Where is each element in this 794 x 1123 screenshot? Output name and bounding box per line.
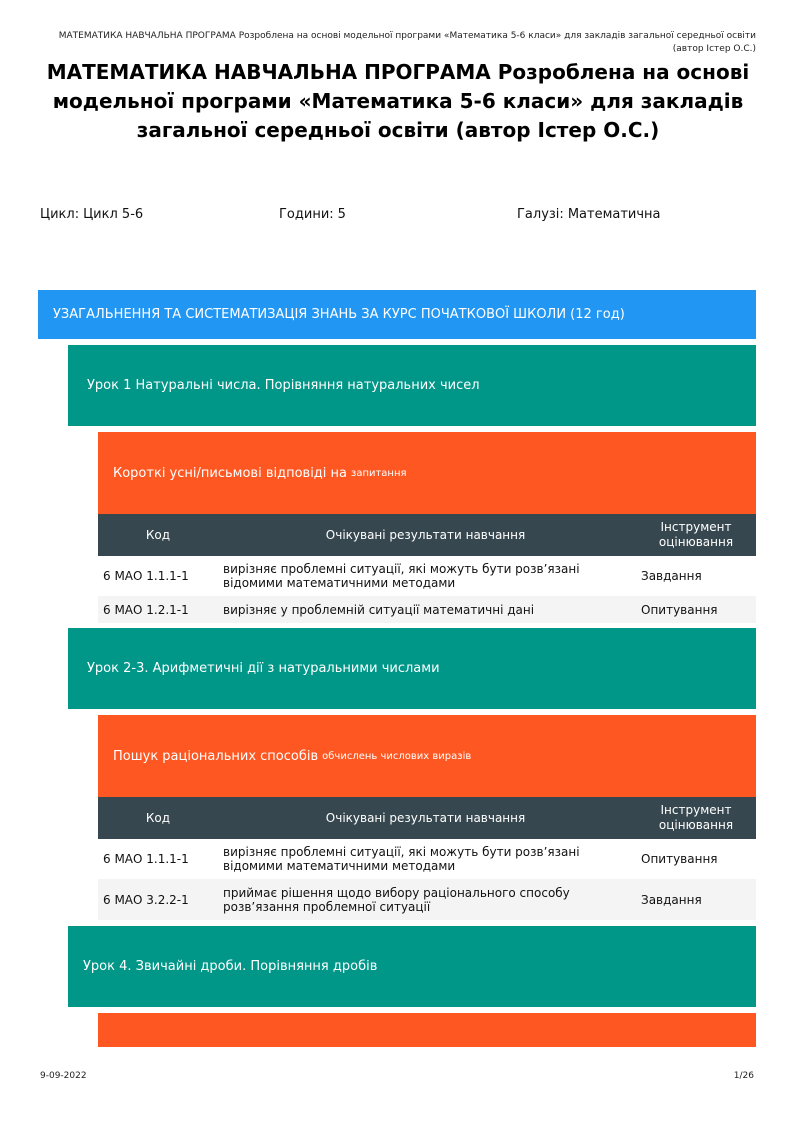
table-row [98,879,756,920]
row-tool: Опитування [641,602,718,617]
table-row [98,556,756,596]
row-result: вирізняє проблемні ситуації, які можуть бути розв’язані відомими математичними методами [223,845,580,873]
meta-field-value: Математична [567,207,661,222]
meta-hours-label: Години: [279,207,334,222]
row-result: вирізняє проблемні ситуації, які можуть бути розв’язані відомими математичними методами [223,562,580,590]
lesson-header: Урок 2-3. Арифметичні дії з натуральними числами [68,628,756,709]
footer-date: 9-09-2022 [40,1071,87,1081]
section-header: УЗАГАЛЬНЕННЯ ТА СИСТЕМАТИЗАЦІЯ ЗНАНЬ ЗА КУРС ПОЧАТКОВОЇ ШКОЛИ (12 год) [38,290,756,339]
activity-header [98,1013,756,1047]
column-header-tool: Інструмент оцінювання [658,520,734,549]
row-code: 6 МАО 1.1.1-1 [103,852,189,866]
lesson-header: Урок 1 Натуральні числа. Порівняння натуральних чисел [68,345,756,426]
row-result: вирізняє у проблемній ситуації математичні дані [223,602,535,617]
row-tool: Завдання [641,569,702,583]
column-header-results: Очікувані результати навчання [325,810,526,825]
row-code: 6 МАО 3.2.2-1 [103,892,189,907]
column-header-code: Код [145,527,171,542]
row-tool: Завдання [641,892,702,907]
meta-cycle-value: Цикл 5-6 [83,207,144,222]
meta-hours-value: 5 [337,207,346,222]
activity-main-text: Короткі усні/письмові відповіді на [113,465,347,481]
table-row [98,596,756,623]
table-header [98,797,756,839]
page-title: МАТЕМАТИКА НАВЧАЛЬНА ПРОГРАМА Розроблена на основі модельної програми «Математика 5-6 класи» для закладів загальної середньої освіти (автор Істер О.С.) [46,60,750,142]
activity-header [98,432,756,514]
row-code: 6 МАО 1.2.1-1 [103,602,189,617]
meta-hours [279,207,346,222]
activity-main-text: Пошук раціональних способів [113,748,319,764]
meta-field [517,207,661,222]
row-code: 6 МАО 1.1.1-1 [103,569,189,583]
table-header [98,514,756,556]
column-header-results: Очікувані результати навчання [325,527,526,542]
lesson-header: Урок 4. Звичайні дроби. Порівняння дробів [68,926,756,1007]
activity-small-text: обчислень числових виразів [322,750,472,762]
table-row [98,839,756,879]
column-header-tool: Інструмент оцінювання [658,803,734,832]
meta-cycle-label: Цикл: [40,207,80,222]
row-tool: Опитування [641,852,718,866]
activity-header [98,715,756,797]
meta-cycle [40,207,143,222]
page-number: 1/26 [733,1071,754,1081]
column-header-code: Код [145,810,171,825]
running-header: МАТЕМАТИКА НАВЧАЛЬНА ПРОГРАМА Розроблена на основі модельної програми «Математика 5-6 класи» для закладів загальної середньої освіти (автор Істер О.С.) [58,31,756,54]
row-result: приймає рішення щодо вибору раціонального способу розв’язання проблемної ситуації [223,885,570,914]
activity-small-text: запитання [351,467,407,479]
meta-field-label: Галузі: [517,207,564,222]
